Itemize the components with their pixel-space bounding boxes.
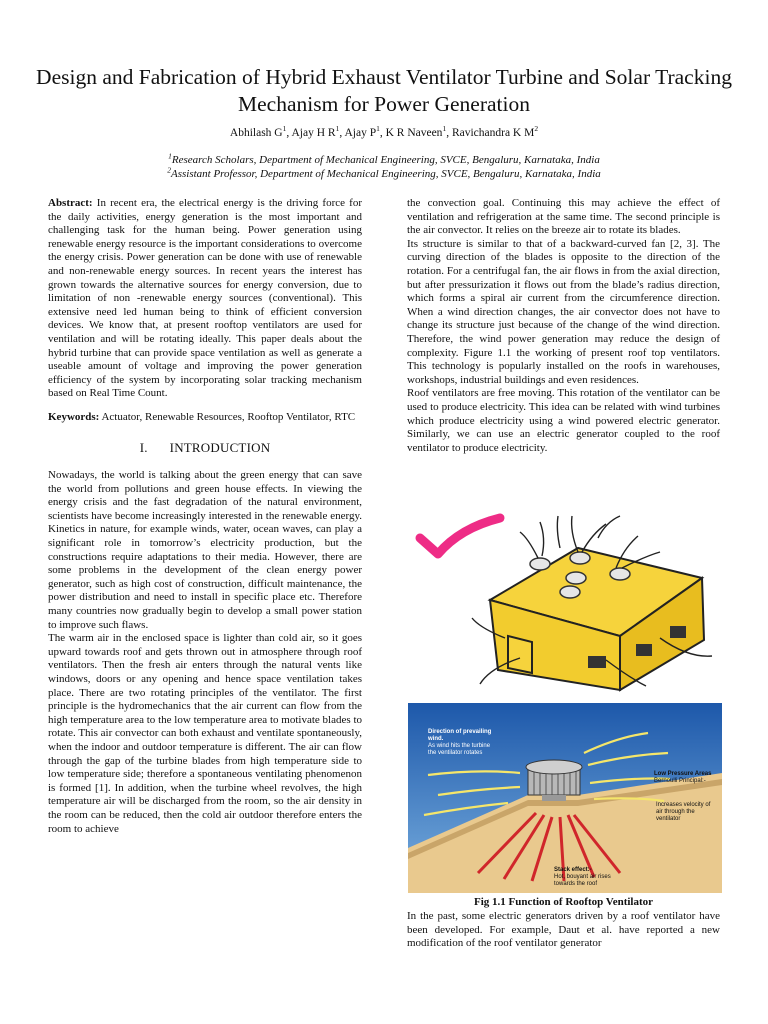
left-column bbox=[48, 197, 362, 836]
svg-text:As wind hits the turbine bbox=[428, 743, 491, 749]
affiliation-list bbox=[30, 151, 738, 181]
label-direction-3: As wind hits the turbine bbox=[428, 743, 491, 749]
affiliation bbox=[30, 151, 738, 168]
author-name: Abhilash G bbox=[229, 127, 283, 139]
author-affil-sup: 1 bbox=[442, 124, 447, 134]
intro-paragraph-2: The warm air in the enclosed space is lighter than cold air, so it goes upward towards roof and gets thrown out in atmosphere through roof ventilators. Then the fresh air enters through the natural vents like windows, doors or any opening and hence space ventilation takes place. There are two rotating principles of the ventilator. The first principle is the hydromechanics that the air current can flow from the high temperature area to the low temperature area to motivate blades to rotate. This air convector can both exhaust and ventilate spontaneously, when the indoor and outdoor temperature is different. The air can flow through the gap of the turbine blades from high temperature side to low temperature side; therefore a spontaneous ventilating phenomenon is formed [1]. In addition, when the turbine wheel revolves, the high temperature air will be discharged from the room, so the air density in the room can be reduced, then the cold air outdoor therefore enters the room to achieve bbox=[48, 632, 363, 835]
svg-text:towards the roof bbox=[554, 881, 597, 887]
label-stack-2: Hot, bouyant air rises bbox=[554, 874, 611, 880]
label-stack-1: Stack effect:- bbox=[554, 867, 592, 873]
keywords-label: Keywords: bbox=[48, 410, 100, 423]
svg-text:Low Pressure Areas bbox=[654, 771, 712, 777]
author-name: Ajay P bbox=[344, 127, 377, 139]
label-velocity-1: Increases velocity of bbox=[656, 802, 711, 808]
right-paragraph-3: Roof ventilators are free moving. This rotation of the ventilator can be used to produce electricity. This idea can be related with wind turbines which produce electricity using a wind powered electric generator. Similarly, we can use an electric generator coupled to the roof ventilator to produce electricity. bbox=[407, 387, 720, 454]
author-affil-sup: 2 bbox=[534, 124, 539, 134]
author-affil-sup: 1 bbox=[376, 124, 380, 134]
checkmark-icon bbox=[420, 518, 500, 554]
keywords bbox=[48, 411, 362, 425]
label-low-pressure-1: Low Pressure Areas bbox=[654, 771, 712, 777]
svg-text:Hot, bouyant air rises bbox=[554, 874, 611, 880]
label-direction-4: the ventilator rotates bbox=[428, 750, 483, 756]
label-velocity-3: ventilator bbox=[656, 816, 681, 822]
svg-text:ventilator bbox=[656, 816, 680, 822]
right-column bbox=[407, 197, 720, 455]
figure-caption: Fig 1.1 Function of Rooftop Ventilator bbox=[473, 896, 654, 908]
right-paragraph-4: In the past, some electric generators driven by a roof ventilator have been developed. For example, Daut et al. have reported a new modification of the roof ventilator generator bbox=[407, 910, 720, 950]
label-low-pressure-2: Bernoulli Principal:- bbox=[654, 778, 706, 784]
house-ventilator-illustration bbox=[410, 508, 720, 694]
label-direction-2: wind. bbox=[428, 736, 444, 742]
section-title: INTRODUCTION bbox=[169, 439, 271, 455]
author-name: Ravichandra K M bbox=[451, 127, 535, 139]
author-list: Abhilash $G^1$, Ajay H $R^1$, Ajay $P^1$, K R Naveen$^1$, Ravichandra K $M^2$ bbox=[229, 124, 539, 139]
svg-text:Stack effect:- bbox=[554, 867, 592, 873]
affiliation bbox=[30, 164, 738, 182]
author-affil-sup: 1 bbox=[282, 124, 287, 134]
paper-title: Design and Fabrication of Hybrid Exhaust Ventilator Turbine and Solar Tracking Mechanism for Power Generation bbox=[36, 65, 732, 116]
keywords-text: Actuator, Renewable Resources, Rooftop Ventilator, RTC bbox=[101, 410, 356, 423]
label-velocity-2: air through the bbox=[656, 809, 695, 815]
section-number: I. bbox=[139, 439, 148, 455]
right-paragraph-1: the convection goal. Continuing this may achieve the effect of ventilation and refrigeration at the same time. The second principle is the air convector. It relies on the breeze air to rotate its blades. bbox=[407, 197, 720, 237]
rooftop-ventilator-diagram bbox=[408, 703, 722, 893]
svg-text:Direction of prevailing bbox=[428, 729, 492, 735]
label-direction-1: Direction of prevailing bbox=[428, 729, 492, 735]
right-column-bottom bbox=[407, 910, 720, 951]
svg-text:the ventilator rotates bbox=[428, 750, 482, 756]
svg-text:Increases velocity of bbox=[656, 802, 711, 808]
author-name: K R Naveen bbox=[385, 127, 443, 139]
section-heading bbox=[48, 441, 362, 455]
author-name: Ajay H R bbox=[291, 127, 336, 139]
turbine-icon bbox=[526, 760, 582, 801]
svg-text:wind. bbox=[427, 736, 444, 742]
affiliation-sup: 1 bbox=[168, 151, 172, 161]
affiliation-text: Assistant Professor, Department of Mechanical Engineering, SVCE, Bengaluru, Karnataka, India bbox=[170, 167, 601, 180]
right-paragraph-2: Its structure is similar to that of a backward-curved fan [2, 3]. The curving direction of the blades is opposite to the direction of the rotation. For a centrifugal fan, the air flows in from the axial direction, but after pressurization it flows out from the blade’s radius direction, which forms a spiral air current from the circumference direction. When a wind direction changes, the air convector does not have to change its structure just because of the change of the wind direction. Therefore, the wind power generation may reduce the design of complexity. Figure 1.1 the working of present roof top ventilators. This technology is popularly installed on the roofs in warehouses, workshops, industrial buildings and even residences. bbox=[407, 237, 720, 386]
intro-paragraph-1: Nowadays, the world is talking about the green energy that can save the world from pollutions and green house effects. In viewing the energy crisis and the fast degradation of the natural environment, scientists have become increasingly interested in the renewable energy. Kinetics in nature, for example winds, water, ocean waves, can play a significant role in tomorrow’s electricity production, but the constructions require adaptations to their media. However, there are some problems in the development of the clean energy power generator, such as high cost of construction, difficult maintenance, the power distribution and need to install in specific place etc. Therefore many countries now gradually begin to develop a small power station to improve such flaws. bbox=[48, 469, 362, 631]
affiliation-text: Research Scholars, Department of Mechanical Engineering, SVCE, Bengaluru, Karnataka, India bbox=[171, 154, 600, 166]
author-affil-sup: 1 bbox=[335, 124, 340, 134]
abstract bbox=[48, 197, 362, 401]
abstract-label: Abstract: bbox=[48, 197, 93, 209]
abstract-text: In recent era, the electrical energy is the driving force for the daily activities, energy generation is the most important and challenging task for the human being. Power generation using renewable energy resource is the important considerations to overcome the energy crisis. Power generation can be done with use of renewable and non-renewable energy sources. In recent years the interest has grown towards the alternative sources for energy conversion, due to limitation of non -renewable energy sources (conventional). This extensive need led human being to think of efficient conversion devices. We know that, at present rooftop ventilators are used for ventilation and will be rotating ideally. This paper deals about the hybrid turbine that can provide space ventilation as well as generate a useable amount of voltage and improving the power generation efficiency of the system by incorporating solar tracking mechanism based on Real Time Count. bbox=[48, 197, 362, 400]
svg-text:air through the bbox=[656, 809, 695, 815]
house bbox=[490, 548, 704, 690]
affiliation-sup: 2 bbox=[167, 164, 171, 174]
label-stack-3: towards the roof bbox=[554, 881, 598, 887]
svg-text:Bernoulli Principal:- bbox=[654, 778, 706, 784]
